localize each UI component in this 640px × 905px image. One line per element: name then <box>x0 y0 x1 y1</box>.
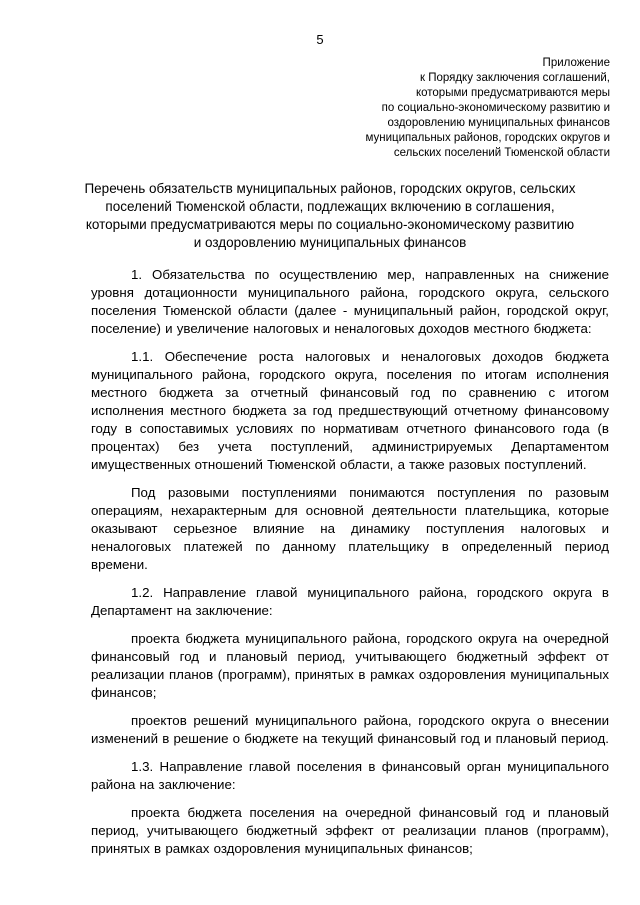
paragraph-1-2: 1.2. Направление главой муниципального района, городского округа в Департамент на заключение: <box>91 585 609 618</box>
appendix-line: сельских поселений Тюменской области <box>393 147 610 159</box>
paragraph-1-1: 1.1. Обеспечение роста налоговых и неналоговых доходов бюджета муниципального района, городского округа, поселения по итогам исполнения местного бюджета за отчетный финансовый год по сравнению с итогом исполнения местного бюджета за год предшествующий отчетному финансовому году в сопоставимых условиях по нормативам отчетного финансового года (в процентах) без учета поступлений, администрируемых Департаментом имущественных отношений Тюменской области, а также разовых поступлений. <box>91 349 609 472</box>
paragraph-1-3: 1.3. Направление главой поселения в финансовый орган муниципального района на заключение: <box>91 759 609 792</box>
paragraph-decision-drafts: проектов решений муниципального района, городского округа о внесении изменений в решение о бюджете на текущий финансовый год и плановый период. <box>91 713 609 746</box>
appendix-line: к Порядку заключения соглашений, <box>419 72 610 84</box>
document-body <box>91 266 609 868</box>
document-title <box>62 180 598 252</box>
paragraph-settlement-budget-draft: проекта бюджета поселения на очередной финансовый год и плановый период, учитывающего бюджетный эффект от реализации планов (программ), принятых в рамках оздоровления муниципальных финансов; <box>91 805 609 856</box>
title-line: которыми предусматриваются меры по социально-экономическому развитию <box>85 217 575 232</box>
title-line: и оздоровлению муниципальных финансов <box>193 235 467 250</box>
page-number: 5 <box>316 32 324 47</box>
title-line: Перечень обязательств муниципальных районов, городских округов, сельских <box>84 181 576 196</box>
appendix-line: которыми предусматриваются меры <box>415 87 610 99</box>
appendix-header <box>310 56 610 161</box>
paragraph-one-time-receipts: Под разовыми поступлениями понимаются поступления по разовым операциям, нехарактерным для основной деятельности плательщика, которые оказывают серьезное влияние на динамику поступления налоговых и неналоговых платежей по данному плательщику в определенный период времени. <box>91 485 609 572</box>
paragraph-1: 1. Обязательства по осуществлению мер, направленных на снижение уровня дотационности муниципального района, городского округа, сельского поселения Тюменской области (далее - муниципальный район, городской округ, поселение) и увеличение налоговых и неналоговых доходов местного бюджета: <box>91 267 609 336</box>
title-line: поселений Тюменской области, подлежащих включению в соглашения, <box>105 199 555 214</box>
appendix-line: оздоровлению муниципальных финансов <box>387 117 610 129</box>
paragraph-budget-draft: проекта бюджета муниципального района, городского округа на очередной финансовый год и плановый период, учитывающего бюджетный эффект от реализации планов (программ), принятых в рамках оздоровления муниципальных финансов; <box>91 631 609 700</box>
appendix-line: муниципальных районов, городских округов и <box>365 132 610 144</box>
appendix-line: по социально-экономическому развитию и <box>381 102 610 114</box>
appendix-line: Приложение <box>542 57 610 69</box>
